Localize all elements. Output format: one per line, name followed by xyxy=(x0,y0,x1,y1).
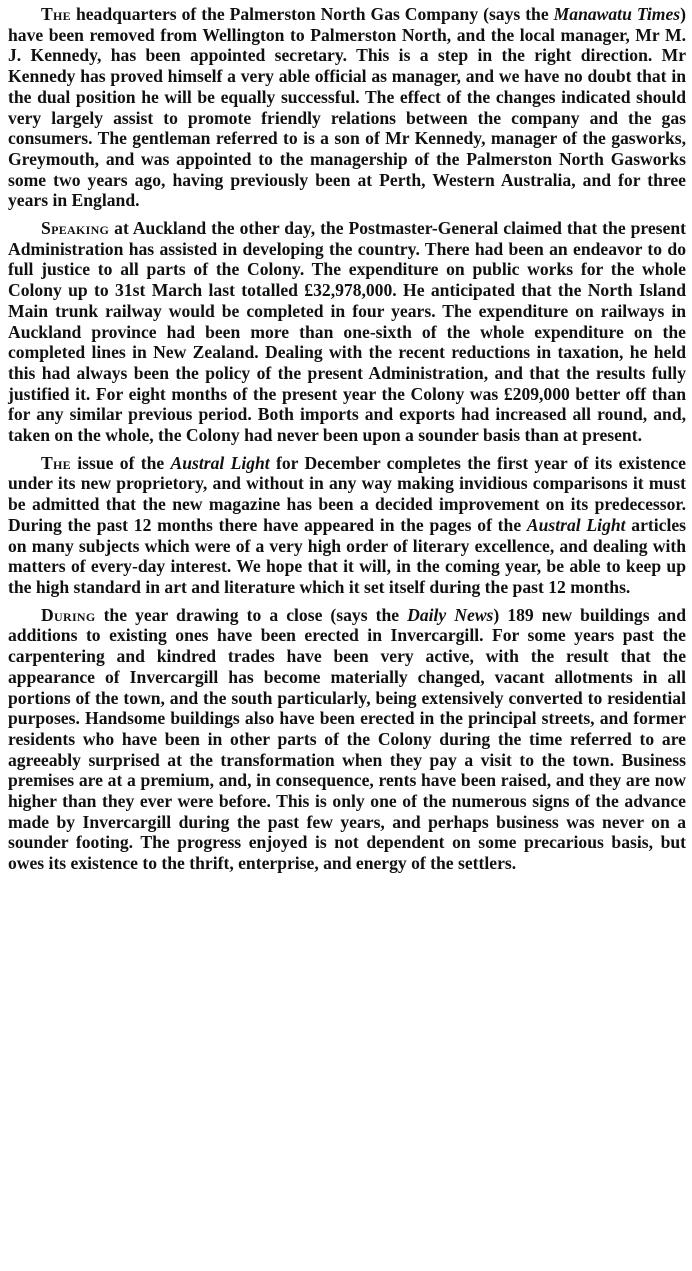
paragraph-text: for December completes the first year of its existence under its new proprietory, and without in any way making invidious comparisons it must be admitted that the new magazine has been a decided improvement on its predecessor. During the past 12 months there have appeared in the pages of the xyxy=(8,452,686,535)
paragraph-postmaster-general xyxy=(8,218,686,446)
paragraph-austral-light xyxy=(8,453,686,598)
paragraph-text: articles on many subjects which were of a very high order of literary excellence, and dealing with matters of every-day interest. We hope that it will, in the coming year, be able to keep up the high standard in art and literature which it set itself during the past 12 months. xyxy=(8,514,687,597)
publication-title: Daily News xyxy=(407,604,494,625)
paragraph-invercargill xyxy=(8,605,686,874)
paragraph-lead-word: The xyxy=(41,4,71,24)
paragraph-text: headquarters of the Palmerston North Gas Company (says the xyxy=(70,4,554,24)
paragraph-lead-word: The xyxy=(41,452,71,473)
publication-title: Austral Light xyxy=(170,452,270,473)
publication-title: Manawatu Times xyxy=(553,4,681,24)
paragraph-text: issue of the xyxy=(70,452,171,473)
paragraph-text: ) have been removed from Wellington to Palmerston North, and the local manager, Mr M. J. Kennedy, has been appointed secretary. This is a step in the right direction. Mr Kennedy has proved himself a very able official as manager, and we have no doubt that in the dual position he will be equally successful. The effect of the changes indicated should very largely assist to promote friendly relations between the company and the gas consumers. The gentleman referred to is a son of Mr Kennedy, manager of the gasworks, Greymouth, and was appointed to the managership of the Palmerston North Gasworks some two years ago, having previously been at Perth, Western Australia, and for three years in England. xyxy=(8,4,686,211)
paragraph-text: ) 189 new buildings and additions to existing ones have been erected in Invercargill. For some years past the carpentering and kindred trades have been very active, with the result that the appearance of Invercargill has become materially changed, vacant allotments in all portions of the town, and the south particularly, being extensively converted to residential purposes. Handsome buildings also have been erected in the principal streets, and former residents who have been in other parts of the Colony during the time referred to are agreeably surprised at the transformation when they pay a visit to the town. Business premises are at a premium, and, in consequence, rents have been raised, and they are now higher than they ever were before. This is only one of the numerous signs of the advance made by Invercargill during the past few years, and perhaps business was never on a sounder footing. The progress enjoyed is not dependent on some precarious basis, but owes its existence to the thrift, enterprise, and energy of the settlers. xyxy=(8,604,686,874)
paragraph-lead-word: Speaking xyxy=(41,218,110,239)
paragraph-lead-word: During xyxy=(41,604,96,625)
paragraph-text: the year drawing to a close (says the xyxy=(95,604,408,625)
paragraph-text: at Auckland the other day, the Postmaster-General claimed that the present Administration has assisted in developing the country. There had been an endeavor to do full justice to all parts of the Colony. The expenditure on public works for the whole Colony up to 31st March last totalled £32,978,000. He anticipated that the North Island Main trunk railway would be completed in four years. The expenditure on railways in Auckland province had been more than one-sixth of the whole expenditure on the completed lines in New Zealand. Dealing with the recent reductions in taxation, he held this had always been the policy of the present Administration, and that the results fully justified it. For eight months of the present year the Colony was £209,000 better off than for any similar previous period. Both imports and exports had increased all round, and, taken on the whole, the Colony had never been upon a sounder basis than at present. xyxy=(8,218,686,446)
publication-title: Austral Light xyxy=(526,514,626,535)
paragraph-gas-company xyxy=(8,4,686,211)
